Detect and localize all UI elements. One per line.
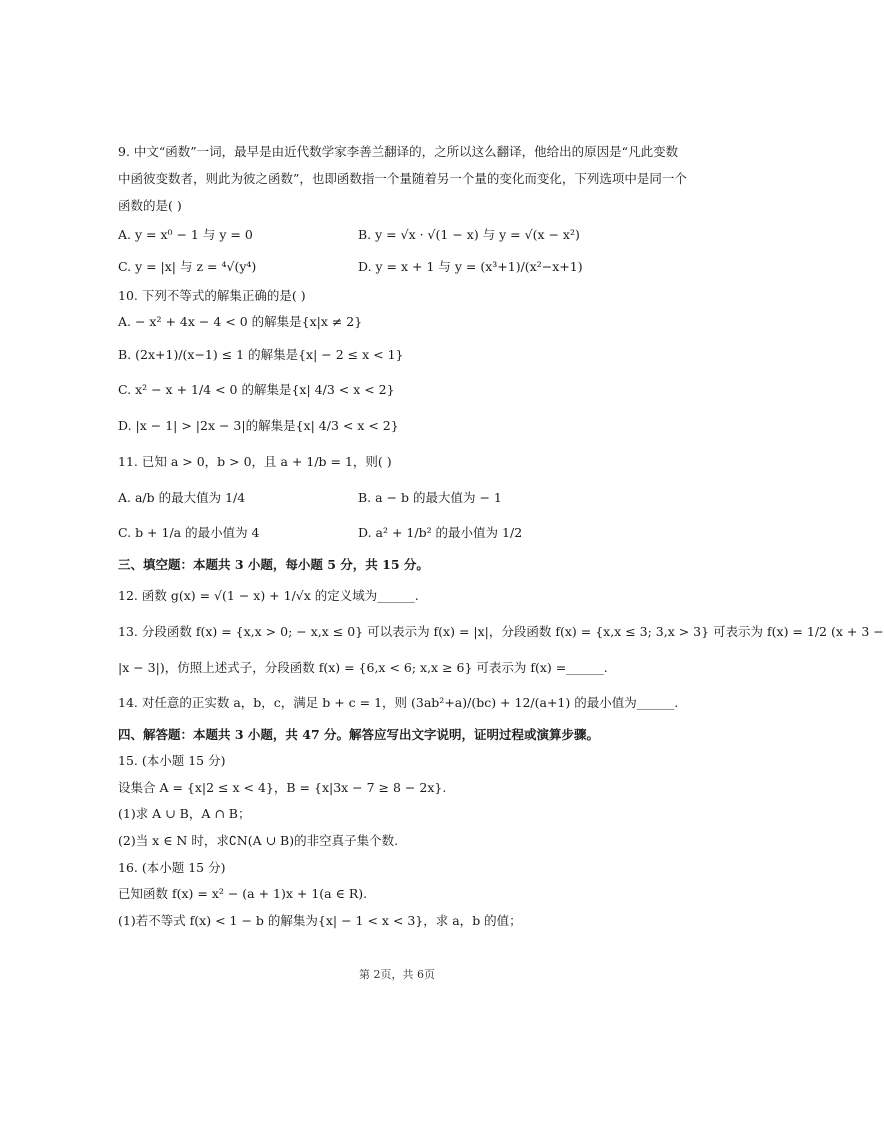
q15-given: 设集合 A = {x|2 ≤ x < 4}，B = {x|3x − 7 ≥ 8 − 2x}. <box>118 780 447 795</box>
q14: 14. 对任意的正实数 a，b，c，满足 b + c = 1，则 (3ab²+a)/(bc) + 12/(a+1) 的最小值为______. <box>118 695 679 710</box>
q11-option-a: A. a/b 的最大值为 1/4 <box>118 490 246 505</box>
q10-option-a: A. − x² + 4x − 4 < 0 的解集是{x|x ≠ 2} <box>118 314 363 329</box>
page-footer: 第 2页，共 6页 <box>359 968 435 981</box>
q9-line2: 中函彼变数者，则此为彼之函数”，也即函数指一个量随着另一个量的变化而变化，下列选项中是同一个 <box>118 171 687 186</box>
q10-stem: 10. 下列不等式的解集正确的是( ) <box>118 288 306 303</box>
q11-option-c: C. b + 1/a 的最小值为 4 <box>118 525 260 540</box>
q11-option-b: B. a − b 的最大值为 − 1 <box>358 490 502 505</box>
q9-line3: 函数的是( ) <box>118 198 182 213</box>
q15-part2: (2)当 x ∈ N 时，求∁N(A ∪ B)的非空真子集个数. <box>118 833 399 848</box>
q10-option-d: D. |x − 1| > |2x − 3|的解集是{x| 4/3 < x < 2} <box>118 418 399 433</box>
q16-given: 已知函数 f(x) = x² − (a + 1)x + 1(a ∈ R). <box>118 886 368 901</box>
q16-part1: (1)若不等式 f(x) < 1 − b 的解集为{x| − 1 < x < 3}，求 a，b 的值； <box>118 913 522 928</box>
q11-stem: 11. 已知 a > 0，b > 0，且 a + 1/b = 1，则( ) <box>118 454 392 469</box>
q15-part1: (1)求 A ∪ B，A ∩ B； <box>118 806 251 821</box>
section-4-heading: 四、解答题：本题共 3 小题，共 47 分。解答应写出文字说明，证明过程或演算步骤。 <box>118 727 600 742</box>
q10-option-c: C. x² − x + 1/4 < 0 的解集是{x| 4/3 < x < 2} <box>118 382 395 397</box>
q16-title: 16. (本小题 15 分) <box>118 860 226 875</box>
q9-option-b: B. y = √x · √(1 − x) 与 y = √(x − x²) <box>358 227 580 242</box>
section-3-heading: 三、填空题：本题共 3 小题，每小题 5 分，共 15 分。 <box>118 557 429 572</box>
q9-line1: 9. 中文“函数”一词，最早是由近代数学家李善兰翻译的，之所以这么翻译，他给出的原因是“凡此变数 <box>118 144 679 159</box>
q10-option-b: B. (2x+1)/(x−1) ≤ 1 的解集是{x| − 2 ≤ x < 1} <box>118 347 404 362</box>
q13-line1: 13. 分段函数 f(x) = {x,x > 0; − x,x ≤ 0} 可以表示为 f(x) = |x|，分段函数 f(x) = {x,x ≤ 3; 3,x > 3} 可表示为 f(x) = 1/2 (x + 3 − <box>118 624 884 639</box>
q11-option-d: D. a² + 1/b² 的最小值为 1/2 <box>358 525 523 540</box>
q15-title: 15. (本小题 15 分) <box>118 753 226 768</box>
q9-option-c: C. y = |x| 与 z = ⁴√(y⁴) <box>118 259 257 274</box>
q9-option-a: A. y = x⁰ − 1 与 y = 0 <box>118 227 253 242</box>
q13-line2: |x − 3|)，仿照上述式子，分段函数 f(x) = {6,x < 6; x,x ≥ 6} 可表示为 f(x) =______. <box>118 660 608 675</box>
q9-option-d: D. y = x + 1 与 y = (x³+1)/(x²−x+1) <box>358 259 583 274</box>
q12: 12. 函数 g(x) = √(1 − x) + 1/√x 的定义域为______. <box>118 588 419 603</box>
